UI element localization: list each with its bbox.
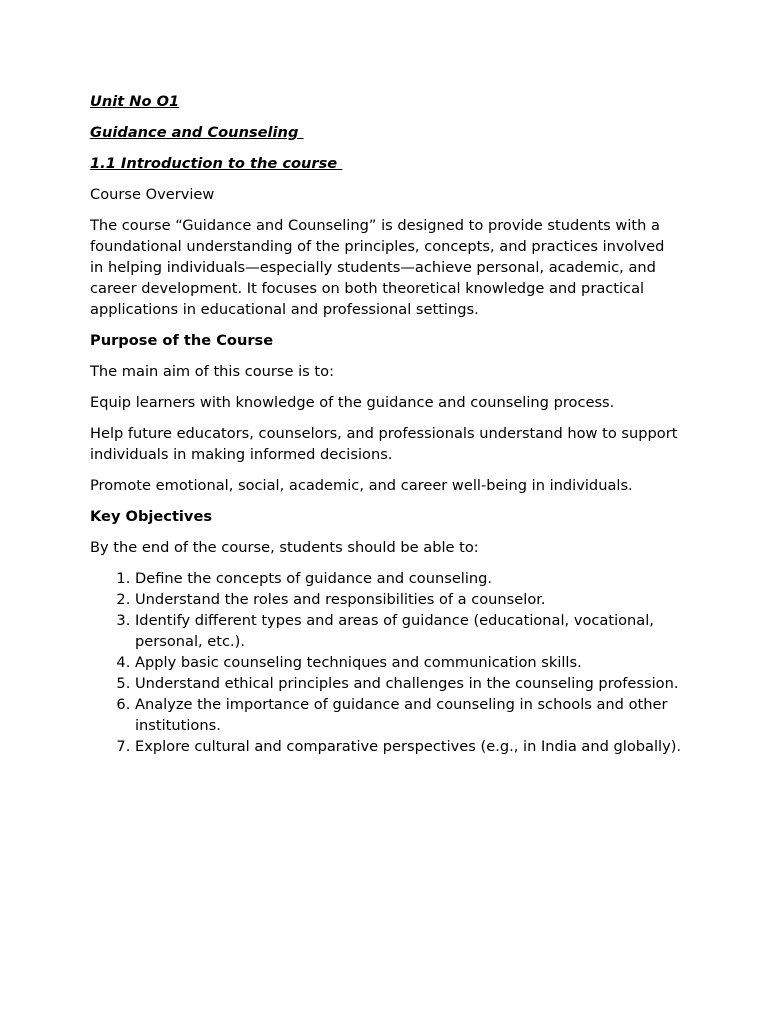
purpose-heading: Purpose of the Course (90, 332, 274, 349)
objective-item: 1. Define the concepts of guidance and counseling. (135, 568, 682, 589)
overview-label: Course Overview (90, 186, 215, 203)
section-title: 1.1 Introduction to the course (90, 155, 343, 172)
objective-item: 4. Apply basic counseling techniques and communication skills. (135, 652, 682, 673)
objective-item: 6. Analyze the importance of guidance and counseling in schools and other institutions. (135, 694, 682, 736)
objectives-heading: Key Objectives (90, 508, 213, 525)
purpose-point: Help future educators, counselors, and professionals understand how to support individuals in making informed decisions. (90, 425, 678, 463)
purpose-point: Promote emotional, social, academic, and career well-being in individuals. (90, 477, 633, 494)
objective-item: 3. Identify different types and areas of guidance (educational, vocational, personal, etc.). (135, 610, 682, 652)
objective-item: 7. Explore cultural and comparative perspectives (e.g., in India and globally). (135, 736, 682, 757)
purpose-point: Equip learners with knowledge of the guidance and counseling process. (90, 394, 615, 411)
course-title: Guidance and Counseling (90, 124, 304, 141)
objectives-intro: By the end of the course, students should be able to: (90, 539, 479, 556)
objective-item: 5. Understand ethical principles and challenges in the counseling profession. (135, 673, 682, 694)
objectives-list (90, 568, 682, 757)
document-page (90, 91, 682, 757)
objective-item: 2. Understand the roles and responsibilities of a counselor. (135, 589, 682, 610)
purpose-intro: The main aim of this course is to: (90, 363, 334, 380)
overview-paragraph: The course “Guidance and Counseling” is designed to provide students with a foundational understanding of the principles, concepts, and practices involved in helping individuals—especially students—achieve personal, academic, and career development. It focuses on both theoretical knowledge and practical applications in educational and professional settings. (90, 217, 665, 318)
unit-title: Unit No O1 (90, 93, 180, 110)
